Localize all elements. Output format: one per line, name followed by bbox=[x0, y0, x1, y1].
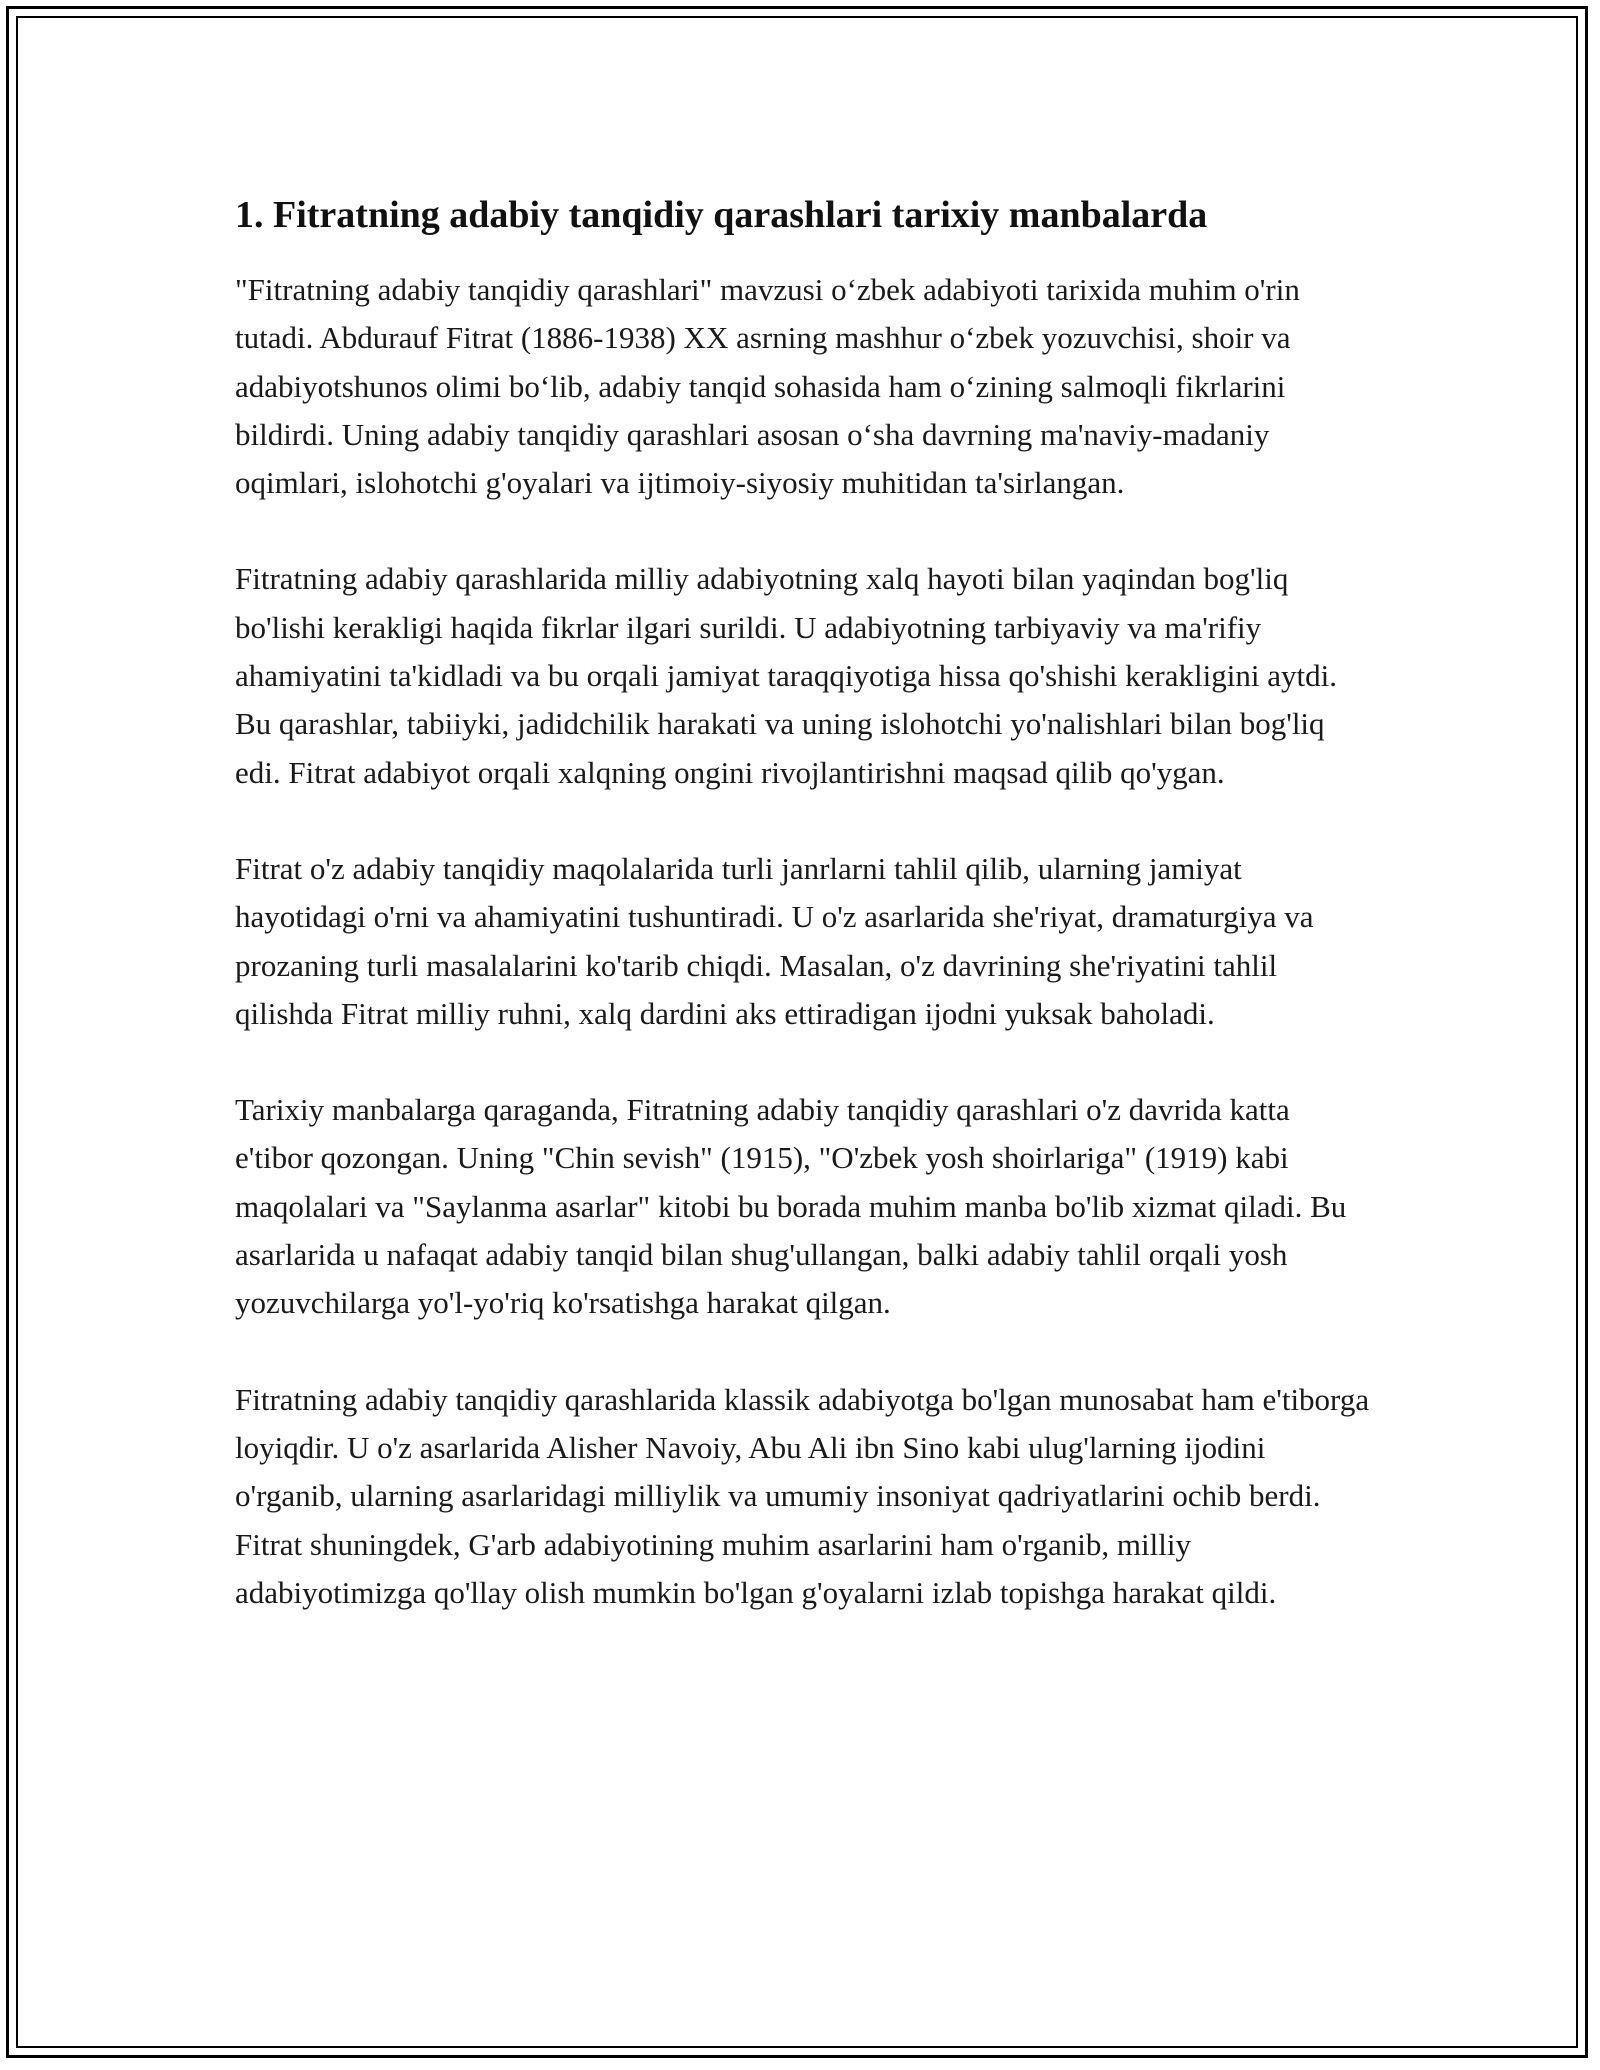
paragraph-2: Fitratning adabiy qarashlarida milliy adabiyotning xalq hayoti bilan yaqindan bog'liq bo'lishi kerakligi haqida fikrlar ilgari surildi. U adabiyotning tarbiyaviy va ma'rifiy ahamiyatini ta'kidladi va bu orqali jamiyat taraqqiyotiga hissa qo'shishi kerakligini aytdi. Bu qarashlar, tabiiyki, jadidchilik harakati va uning islohotchi yo'nalishlari bilan bog'liq edi. Fitrat adabiyot orqali xalqning ongini rivojlantirishni maqsad qilib qo'ygan. bbox=[235, 561, 1337, 790]
paragraph-3: Fitrat o'z adabiy tanqidiy maqolalarida turli janrlarni tahlil qilib, ularning jamiyat hayotidagi o'rni va ahamiyatini tushuntiradi. U o'z asarlarida she'riyat, dramaturgiya va prozaning turli masalalarini ko'tarib chiqdi. Masalan, o'z davrining she'riyatini tahlil qilishda Fitrat milliy ruhni, xalq dardini aks ettiradigan ijodni yuksak baholadi. bbox=[235, 850, 1314, 1031]
paragraph-4: Tarixiy manbalarga qaraganda, Fitratning adabiy tanqidiy qarashlari o'z davrida katta e'tibor qozongan. Uning "Chin sevish" (1915), "O'zbek yosh shoirlariga" (1919) kabi maqolalari va "Saylanma asarlar" kitobi bu borada muhim manba bo'lib xizmat qiladi. Bu asarlarida u nafaqat adabiy tanqid bilan shug'ullangan, balki adabiy tahlil orqali yosh yozuvchilarga yo'l-yo'riq ko'rsatishga harakat qilgan. bbox=[235, 1092, 1347, 1321]
document-body bbox=[235, 186, 1370, 1617]
section-heading: 1. Fitratning adabiy tanqidiy qarashlari tarixiy manbalarda bbox=[235, 194, 1208, 236]
paragraph-1: "Fitratning adabiy tanqidiy qarashlari" mavzusi o‘zbek adabiyoti tarixida muhim o'rin tutadi. Abdurauf Fitrat (1886-1938) XX asrning mashhur o‘zbek yozuvchisi, shoir va adabiyotshunos olimi bo‘lib, adabiy tanqid sohasida ham o‘zining salmoqli fikrlarini bildirdi. Uning adabiy tanqidiy qarashlari asosan o‘sha davrning ma'naviy-madaniy oqimlari, islohotchi g'oyalari va ijtimoiy-siyosiy muhitidan ta'sirlangan. bbox=[235, 272, 1300, 501]
paragraph-5: Fitratning adabiy tanqidiy qarashlarida klassik adabiyotga bo'lgan munosabat ham e'tiborga loyiqdir. U o'z asarlarida Alisher Navoiy, Abu Ali ibn Sino kabi ulug'larning ijodini o'rganib, ularning asarlaridagi milliylik va umumiy insoniyat qadriyatlarini ochib berdi. Fitrat shuningdek, G'arb adabiyotining muhim asarlarini ham o'rganib, milliy adabiyotimizga qo'llay olish mumkin bo'lgan g'oyalarni izlab topishga harakat qildi. bbox=[235, 1381, 1370, 1610]
